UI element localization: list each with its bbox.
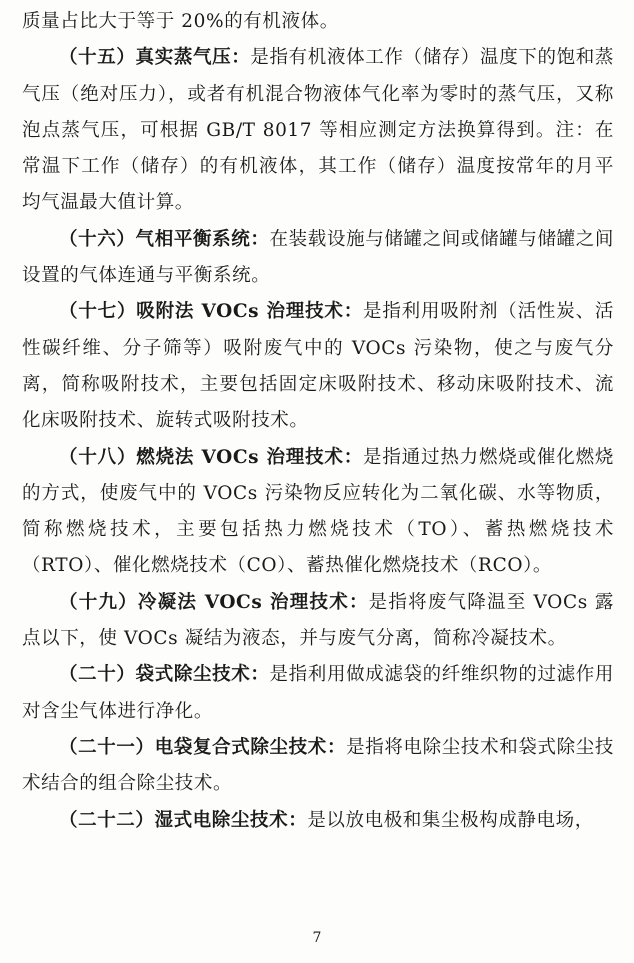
paragraph-term: （十六）气相平衡系统： <box>59 228 270 250</box>
paragraph-item-21 <box>22 730 614 803</box>
paragraph-text: 质量占比大于等于 20%的有机液体。 <box>22 11 339 32</box>
paragraph-text: 是以放电极和集尘极构成静电场， <box>307 809 594 831</box>
paragraph-term: （二十一）电袋复合式除尘技术： <box>59 736 347 758</box>
page-number: 7 <box>312 930 322 946</box>
paragraph-continuation <box>22 4 614 40</box>
paragraph-term: （十五）真实蒸气压： <box>59 47 251 69</box>
paragraph-text: 是指通过热力燃烧或催化燃烧的方式，使废气中的 VOCs 污染物反应转化为二氧化碳、水等物质，简称燃烧技术，主要包括热力燃烧技术（TO）、蓄热燃烧技术（RTO）、催化燃烧技术（CO）、蓄热催化燃烧技术（RCO）。 <box>22 446 614 577</box>
paragraph-text: 是指利用吸附剂（活性炭、活性碳纤维、分子筛等）吸附废气中的 VOCs 污染物，使之与废气分离，简称吸附技术，主要包括固定床吸附技术、移动床吸附技术、流化床吸附技术、旋转式吸附技术。 <box>22 301 614 432</box>
paragraph-text: 是指将电除尘技术和袋式除尘技术结合的组合除尘技术。 <box>22 736 614 795</box>
paragraph-text: 在装载设施与储罐之间或储罐与储罐之间设置的气体连通与平衡系统。 <box>22 228 614 287</box>
paragraph-term: （二十二）湿式电除尘技术： <box>59 809 308 831</box>
paragraph-item-17 <box>22 294 614 439</box>
paragraph-text: 是指有机液体工作（储存）温度下的饱和蒸气压（绝对压力），或者有机混合物液体气化率为零时的蒸气压，又称泡点蒸气压，可根据 GB/T 8017 等相应测定方法换算得到。注：在常温下工作（储存）的有机液体，其工作（储存）温度按常年的月平均气温最大值计算。 <box>22 47 614 214</box>
paragraph-item-18 <box>22 440 614 585</box>
paragraph-term: （十八）燃烧法 VOCs 治理技术： <box>59 446 364 468</box>
paragraph-term: （十九）冷凝法 VOCs 治理技术： <box>59 591 369 613</box>
paragraph-item-22 <box>22 803 614 839</box>
paragraph-term: （十七）吸附法 VOCs 治理技术： <box>59 301 364 323</box>
paragraph-item-20 <box>22 657 614 730</box>
paragraph-text: 是指将废气降温至 VOCs 露点以下，使 VOCs 凝结为液态，并与废气分离，简称冷凝技术。 <box>22 591 614 650</box>
paragraph-item-15 <box>22 40 614 221</box>
paragraph-item-16 <box>22 222 614 295</box>
paragraph-text: 是指利用做成滤袋的纤维织物的过滤作用对含尘气体进行净化。 <box>22 664 614 722</box>
paragraph-item-19 <box>22 585 614 658</box>
paragraph-term: （二十）袋式除尘技术： <box>59 664 270 686</box>
